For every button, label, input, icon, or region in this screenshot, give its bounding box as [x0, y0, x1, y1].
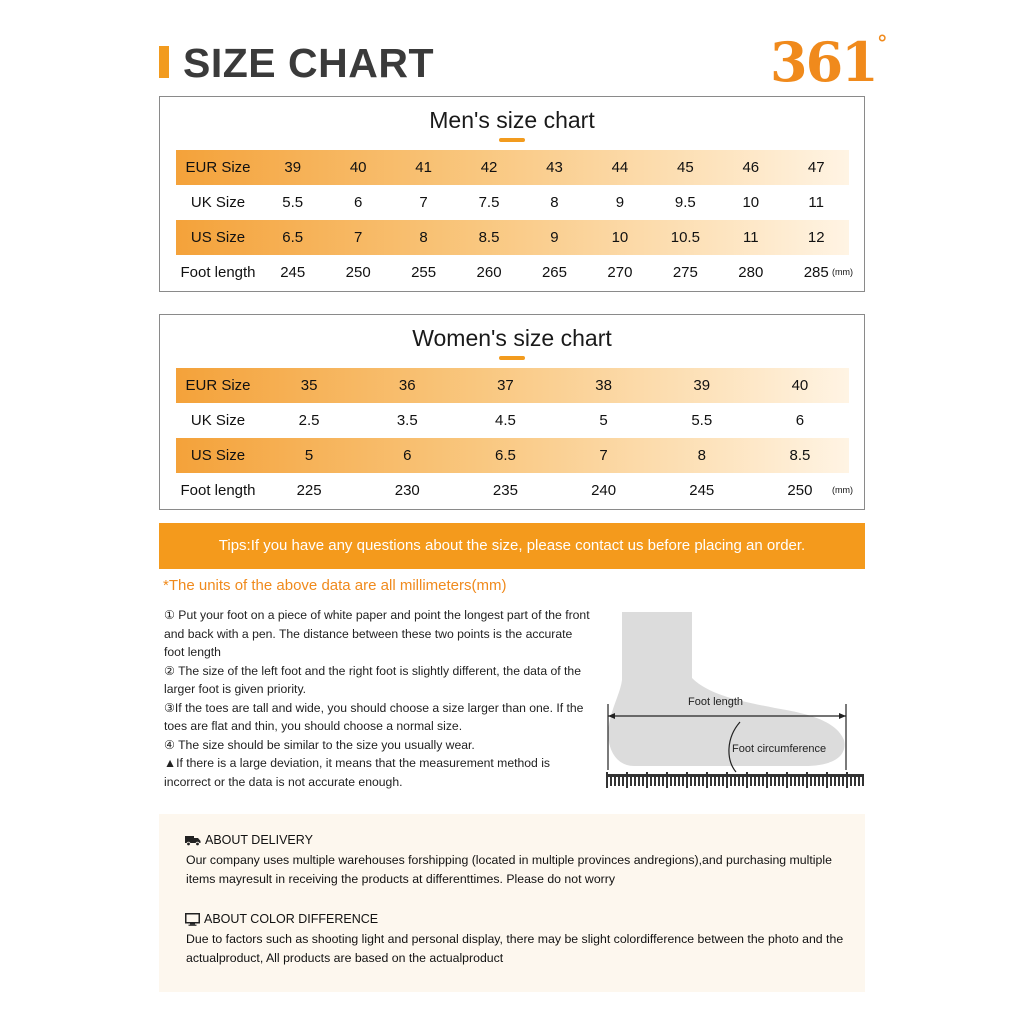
mens-size-rows: [176, 150, 853, 290]
ruler-tick: [746, 772, 748, 788]
size-cell: 6: [353, 194, 363, 211]
ruler-tick: [658, 776, 660, 786]
size-cell: 44: [611, 159, 629, 176]
ruler-tick: [826, 772, 828, 788]
delivery-text: Our company uses multiple warehouses forshipping (located in multiple provinces andregions),and purchasing multiple items mayresult in receiving the products at differenttimes. Please do not worry: [186, 853, 832, 886]
size-cell: 255: [411, 264, 437, 281]
ruler-tick: [794, 776, 796, 786]
size-cell: 6.5: [282, 229, 304, 246]
size-cell: 11: [742, 229, 759, 246]
womens-size-chart: [159, 314, 865, 510]
ruler-tick: [714, 776, 716, 786]
ruler-tick: [634, 776, 636, 786]
size-row: [176, 220, 849, 255]
ruler-tick: [670, 776, 672, 786]
row-label: UK Size: [190, 194, 246, 211]
ruler-tick: [646, 772, 648, 788]
ruler-tick: [754, 776, 756, 786]
row-label: Foot length: [180, 264, 256, 281]
size-cell: 265: [541, 264, 567, 281]
ruler-tick: [610, 776, 612, 786]
ruler-tick: [798, 776, 800, 786]
title-accent-bar: [159, 46, 169, 78]
size-cell: 7: [599, 447, 608, 464]
foot-measurement-illustration: [600, 600, 868, 796]
size-cell: 9: [550, 229, 559, 246]
color-difference-heading: [185, 912, 378, 926]
ruler-tick: [834, 776, 836, 786]
ruler-tick: [758, 776, 760, 786]
ruler-tick: [706, 772, 708, 788]
delivery-heading-text: ABOUT DELIVERY: [205, 833, 313, 847]
page-title: SIZE CHART: [183, 40, 434, 86]
size-cell: 280: [738, 264, 764, 281]
instruction-item: ② The size of the left foot and the right foot is slightly different, the data of the larger foot is given priority.: [164, 663, 581, 696]
size-cell: 245: [280, 264, 306, 281]
measurement-instructions: [164, 606, 594, 791]
ruler-tick: [774, 776, 776, 786]
ruler-tick: [698, 776, 700, 786]
row-cells: [260, 264, 849, 281]
size-cell: 46: [742, 159, 760, 176]
ruler-tick: [678, 776, 680, 786]
size-cell: 250: [787, 482, 813, 499]
size-cell: 235: [492, 482, 518, 499]
monitor-icon: [185, 913, 200, 926]
size-cell: 275: [672, 264, 698, 281]
truck-icon: [185, 835, 201, 846]
ruler-tick: [806, 772, 808, 788]
ruler-tick: [694, 776, 696, 786]
ruler-tick: [762, 776, 764, 786]
tips-banner: Tips:If you have any questions about the size, please contact us before placing an order.: [159, 523, 865, 569]
ruler-tick: [654, 776, 656, 786]
row-cells: [260, 447, 849, 464]
size-row: [176, 368, 849, 403]
ruler-tick: [790, 776, 792, 786]
logo-degree: °: [876, 32, 888, 57]
size-cell: 9.5: [674, 194, 696, 211]
units-note: *The units of the above data are all millimeters(mm): [163, 577, 507, 594]
size-cell: 225: [296, 482, 322, 499]
size-cell: 270: [607, 264, 633, 281]
size-cell: 42: [480, 159, 498, 176]
ruler-tick: [818, 776, 820, 786]
info-section: [159, 814, 865, 992]
size-cell: 7.5: [478, 194, 500, 211]
ruler-tick: [682, 776, 684, 786]
size-cell: 37: [497, 377, 514, 394]
ruler-tick: [734, 776, 736, 786]
size-cell: 38: [595, 377, 612, 394]
size-cell: 8.5: [478, 229, 500, 246]
size-cell: 3.5: [396, 412, 418, 429]
size-cell: 260: [476, 264, 502, 281]
ruler-tick: [750, 776, 752, 786]
ruler-tick: [858, 776, 860, 786]
ruler-tick: [862, 776, 864, 786]
ruler: [606, 772, 864, 788]
ruler-tick: [722, 776, 724, 786]
ruler-tick: [638, 776, 640, 786]
row-cells: [260, 377, 849, 394]
row-cells: [260, 412, 849, 429]
ruler-tick: [814, 776, 816, 786]
womens-chart-title: Women's size chart: [412, 325, 612, 351]
ruler-tick: [718, 776, 720, 786]
ruler-tick: [738, 776, 740, 786]
ruler-tick: [726, 772, 728, 788]
ruler-tick: [742, 776, 744, 786]
row-label: UK Size: [190, 412, 246, 429]
size-cell: 5: [304, 447, 314, 464]
instruction-item: ① Put your foot on a piece of white paper and point the longest part of the front and back with a pen. The distance between these two points is the accurate foot length: [164, 608, 590, 659]
size-cell: 2.5: [298, 412, 320, 429]
ruler-tick: [622, 776, 624, 786]
womens-size-rows: [176, 368, 853, 508]
size-row: [176, 438, 849, 473]
size-cell: 43: [546, 159, 563, 176]
size-cell: 35: [300, 377, 318, 394]
ruler-tick: [810, 776, 812, 786]
size-cell: 47: [807, 159, 825, 176]
size-cell: 5: [599, 412, 608, 429]
size-cell: 8: [419, 229, 428, 246]
ruler-tick: [846, 772, 848, 788]
color-difference-text: Due to factors such as shooting light and personal display, there may be slight colordifference between the photo and the actualproduct, All products are based on the actualproduct: [186, 932, 844, 965]
size-cell: 6.5: [495, 447, 516, 464]
size-cell: 6: [403, 447, 412, 464]
ruler-tick: [642, 776, 644, 786]
unit-label: (mm): [832, 267, 853, 277]
size-cell: 41: [415, 159, 432, 176]
row-cells: [260, 159, 849, 176]
size-cell: 7: [419, 194, 428, 211]
size-cell: 40: [791, 377, 809, 394]
size-row: [176, 473, 853, 508]
size-cell: 250: [345, 264, 371, 281]
ruler-tick: [614, 776, 616, 786]
ruler-tick: [650, 776, 652, 786]
size-cell: 10: [611, 229, 629, 246]
foot-circumference-label: Foot circumference: [732, 743, 827, 755]
ruler-tick: [850, 776, 852, 786]
ruler-tick: [854, 776, 856, 786]
size-cell: 7: [353, 229, 363, 246]
ruler-tick: [674, 776, 676, 786]
ruler-tick: [618, 776, 620, 786]
row-label: US Size: [190, 229, 246, 246]
size-cell: 11: [808, 194, 824, 211]
ruler-tick: [778, 776, 780, 786]
ruler-tick: [606, 772, 608, 788]
ruler-tick: [666, 772, 668, 788]
size-row: [176, 185, 849, 220]
size-cell: 5.5: [282, 194, 304, 211]
ruler-tick: [830, 776, 832, 786]
ruler-tick: [822, 776, 824, 786]
delivery-heading: [185, 833, 313, 847]
row-cells: [260, 482, 849, 499]
ruler-tick: [686, 772, 688, 788]
size-cell: 245: [689, 482, 715, 499]
row-label: EUR Size: [185, 377, 251, 394]
size-cell: 39: [693, 377, 711, 394]
ruler-tick: [702, 776, 704, 786]
ruler-tick: [630, 776, 632, 786]
foot-length-label: Foot length: [688, 696, 744, 708]
size-cell: 39: [284, 159, 302, 176]
instruction-item: ④ The size should be similar to the size you usually wear.: [164, 737, 475, 752]
size-cell: 10: [742, 194, 760, 211]
ruler-tick: [690, 776, 692, 786]
size-cell: 12: [807, 229, 825, 246]
ruler-tick: [770, 776, 772, 786]
ruler-tick: [662, 776, 664, 786]
instruction-item: ▲If there is a large deviation, it means that the measurement method is incorrect or the data is not accurate enough.: [164, 756, 551, 789]
ruler-tick: [802, 776, 804, 786]
mens-size-chart: [159, 96, 865, 292]
row-label: EUR Size: [185, 159, 251, 176]
ruler-tick: [786, 772, 788, 788]
size-cell: 240: [591, 482, 617, 499]
ruler-tick: [626, 772, 628, 788]
row-cells: [260, 229, 849, 246]
ruler-tick: [838, 776, 840, 786]
brand-logo: [770, 30, 888, 94]
size-row: [176, 403, 849, 438]
row-cells: [260, 194, 849, 211]
size-cell: 9: [615, 194, 625, 211]
unit-label: (mm): [832, 485, 853, 495]
mens-chart-title: Men's size chart: [429, 107, 595, 133]
color-difference-heading-text: ABOUT COLOR DIFFERENCE: [204, 912, 379, 926]
size-cell: 285: [803, 264, 829, 281]
row-label: US Size: [190, 447, 246, 464]
logo-text: 361: [770, 30, 877, 94]
size-cell: 8: [550, 194, 559, 211]
ruler-tick: [782, 776, 784, 786]
size-cell: 230: [394, 482, 420, 499]
ruler-tick: [766, 772, 768, 788]
size-cell: 5.5: [691, 412, 713, 429]
size-cell: 36: [398, 377, 416, 394]
ruler-tick: [842, 776, 844, 786]
size-cell: 4.5: [495, 412, 516, 429]
instruction-item: ③If the toes are tall and wide, you should choose a size larger than one. If the toes are flat and thin, you should choose a normal size.: [164, 700, 584, 733]
size-cell: 40: [349, 159, 367, 176]
size-cell: 45: [677, 159, 694, 176]
title-underline: [499, 138, 525, 142]
size-cell: 6: [795, 412, 805, 429]
ruler-tick: [730, 776, 732, 786]
size-cell: 8.5: [789, 447, 811, 464]
size-cell: 10.5: [670, 229, 700, 246]
size-cell: 8: [697, 447, 706, 464]
ruler-tick: [710, 776, 712, 786]
size-row: [176, 150, 849, 185]
title-underline: [499, 356, 525, 360]
row-label: Foot length: [180, 482, 256, 499]
size-row: [176, 255, 853, 290]
